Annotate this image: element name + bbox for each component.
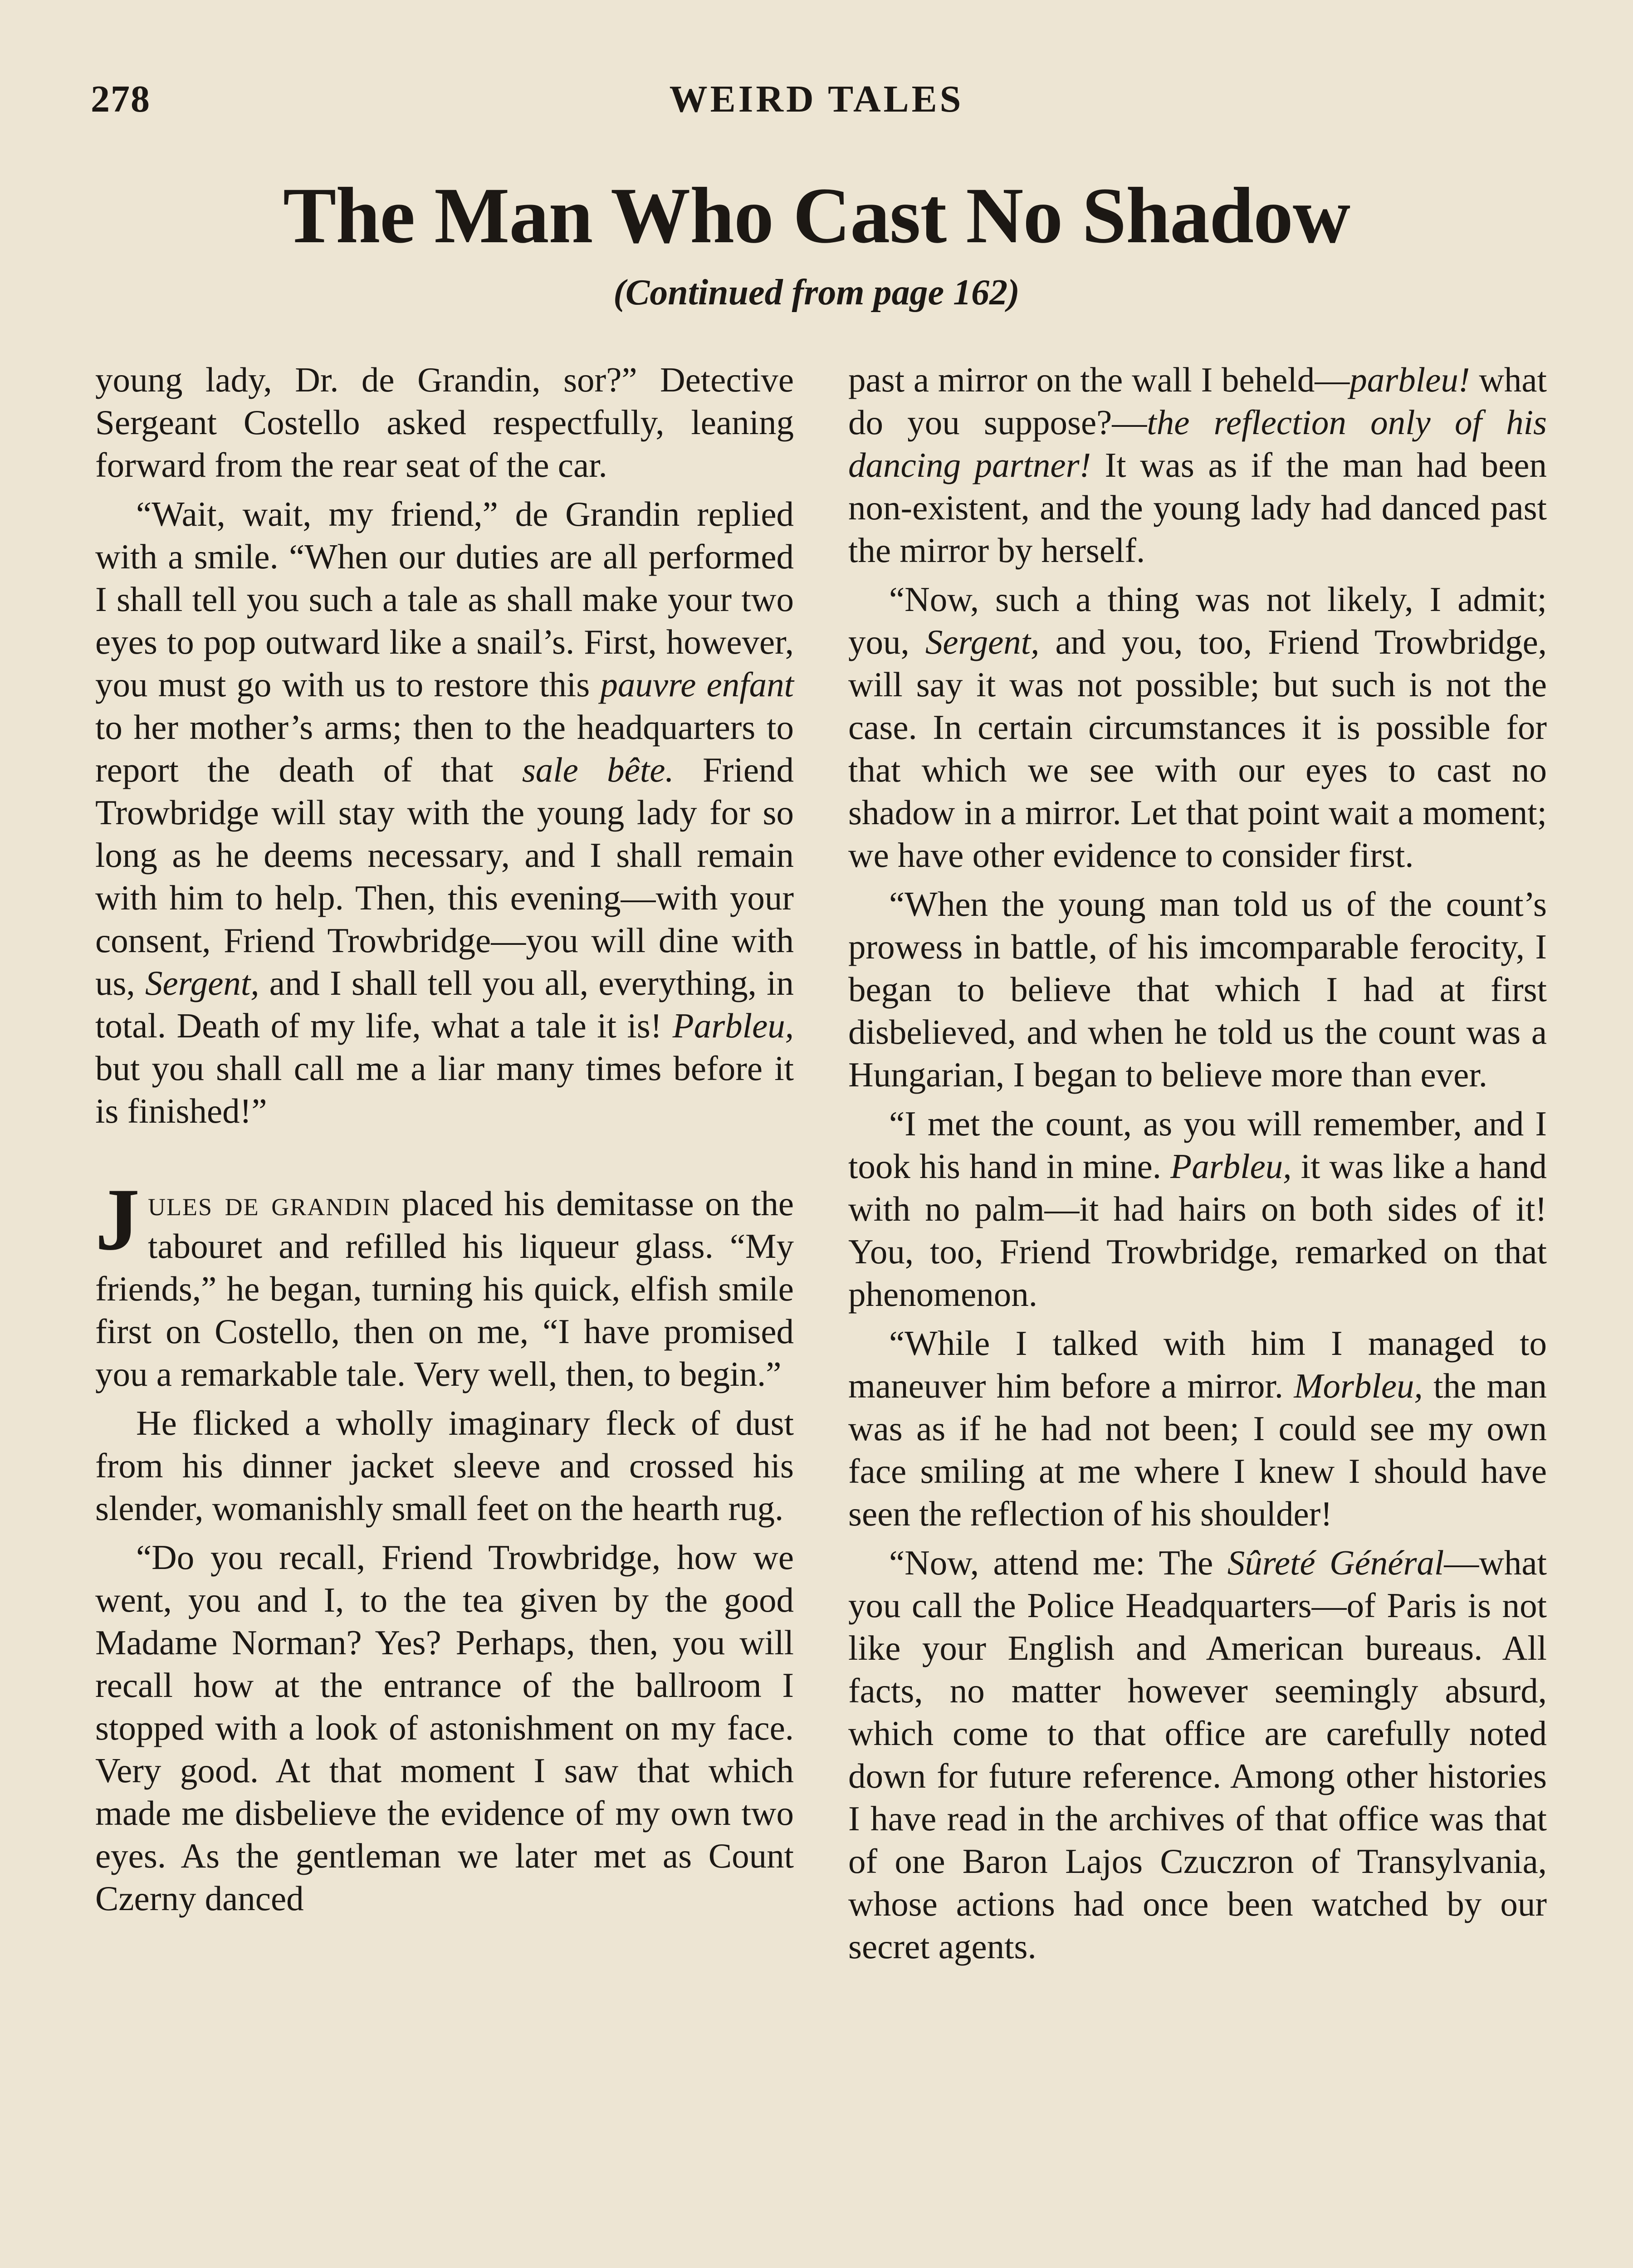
text-run: “Now, attend me: The <box>889 1543 1227 1582</box>
small-caps-lead: ules de grandin <box>148 1184 391 1223</box>
text-run: “I met the count, as you will remember, and I took his hand in mine. <box>848 1104 1547 1186</box>
text-run: Friend Trowbridge will stay with the young lady for so long as he deems necessary, and I shall remain with him to help. Then, this evening—with your consent, Friend Trowbridge—you will dine with us, <box>95 750 794 1002</box>
paragraph: He flicked a wholly imaginary fleck of dust from his dinner jacket sleeve and crossed his slender, womanishly small feet on the hearth rug. <box>95 1403 794 1528</box>
text-run: placed his demitasse on the tabouret and refilled his liqueur glass. “My friends,” he began, turning his quick, elfish smile first on Costello, then on me, “I have promised you a remarkable tale. Very well, then, to begin.” <box>95 1184 794 1393</box>
text-run: It was as if the man had been non-existent, and the young lady had danced past the mirror by herself. <box>848 445 1547 570</box>
right-column <box>848 358 1547 1968</box>
text-run: but you shall call me a liar many times before it is finished!” <box>95 1049 794 1130</box>
foreign-phrase: sale bête. <box>522 750 674 789</box>
foreign-phrase: Parbleu, <box>1170 1147 1292 1186</box>
text-run: what do you suppose?— <box>848 360 1547 442</box>
paragraph <box>95 493 794 1132</box>
foreign-phrase: Sûreté Général <box>1227 1543 1444 1582</box>
left-column <box>95 358 794 1920</box>
foreign-phrase: parbleu! <box>1349 360 1470 399</box>
paragraph: young lady, Dr. de Grandin, sor?” Detective Sergeant Costello asked respectfully, leaning forward from the rear seat of the car. <box>95 360 794 484</box>
paragraph: “When the young man told us of the count’s prowess in battle, of his imcomparable ferocity, I began to believe that which I had at first disbelieved, and when he told us the count was a Hungarian, I began to believe more than ever. <box>848 885 1547 1094</box>
story-title: The Man Who Cast No Shadow <box>283 171 1350 260</box>
text-run: past a mirror on the wall I beheld— <box>848 360 1350 399</box>
paragraph <box>848 358 1547 572</box>
paragraph <box>848 1102 1547 1315</box>
drop-cap: J <box>95 1170 140 1269</box>
emphasis: the reflection only of his dancing partner! <box>848 403 1547 484</box>
foreign-phrase: Parbleu, <box>672 1006 794 1045</box>
paragraph <box>848 578 1547 876</box>
text-run: to her mother’s arms; then to the headquarters to report the death of that <box>95 708 794 789</box>
text-run: “While I talked with him I managed to maneuver him before a mirror. <box>848 1324 1547 1405</box>
text-run: “Wait, wait, my friend,” de Grandin replied with a smile. “When our duties are all performed I shall tell you such a tale as shall make your two eyes to pop outward like a snail’s. First, however, you must go with us to restore this <box>95 494 794 704</box>
text-run: the man was as if he had not been; I could see my own face smiling at me where I knew I should have seen the reflection of his shoulder! <box>848 1366 1547 1533</box>
paragraph: “Do you recall, Friend Trowbridge, how we went, you and I, to the tea given by the good Madame Norman? Yes? Perhaps, then, you will recall how at the entrance of the ballroom I stopped with a look of astonishment on my face. Very good. At that moment I saw that which made me disbelieve the evidence of my own two eyes. As the gentleman we later met as Count Czerny danced <box>95 1538 794 1918</box>
text-run: and you, too, Friend Trowbridge, will say it was not possible; but such is not the case. In certain circumstances it is possible for that which we see with our eyes to cast no shadow in a mirror. Let that point wait a moment; we have other evidence to consider first. <box>848 622 1547 875</box>
page-number: 278 <box>91 78 151 120</box>
text-run: it was like a hand with no palm—it had hairs on both sides of it! You, too, Friend Trowbridge, remarked on that phenomenon. <box>848 1147 1547 1314</box>
foreign-phrase: pauvre enfant <box>600 665 794 704</box>
foreign-phrase: Morbleu, <box>1294 1366 1423 1405</box>
text-run: “Now, such a thing was not likely, I admit; you, <box>848 580 1547 661</box>
running-head: WEIRD TALES <box>669 78 964 120</box>
foreign-phrase: Sergent, <box>145 963 259 1002</box>
text-run: —what you call the Police Headquarters—of Paris is not like your English and American bureaus. All facts, no matter however seemingly absurd, which come to that office are carefully noted down for future reference. Among other histories I have read in the archives of that office was that of one Baron Lajos Czuczron of Transylvania, whose actions had once been watched by our secret agents. <box>848 1543 1547 1966</box>
text-run: and I shall tell you all, everything, in total. Death of my life, what a tale it is! <box>95 963 794 1045</box>
paragraph <box>848 1322 1547 1535</box>
paragraph <box>95 1170 794 1395</box>
continued-note: (Continued from page 162) <box>613 273 1020 313</box>
foreign-phrase: Sergent, <box>925 622 1040 661</box>
paragraph <box>848 1541 1547 1968</box>
